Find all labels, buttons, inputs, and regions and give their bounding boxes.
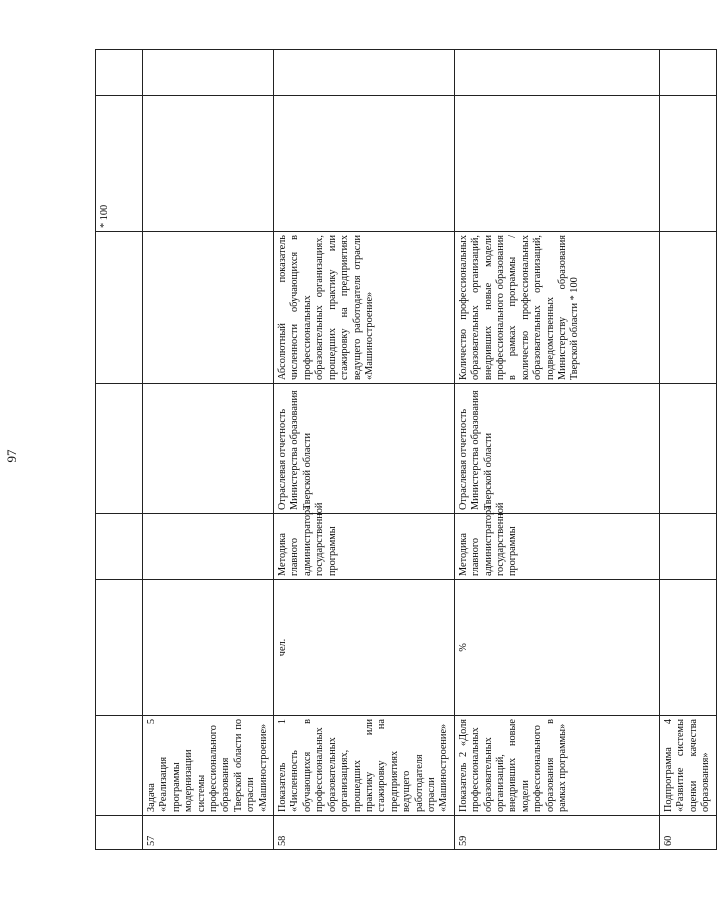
unit-cell <box>143 580 274 716</box>
row-number: 59 <box>454 816 659 850</box>
unit-cell: % <box>454 580 659 716</box>
indicator-name-cell: Подпрограмма 4 «Развитие системы оценки качества образования» <box>659 716 716 816</box>
row-number: 60 <box>659 816 716 850</box>
indicators-table <box>95 49 717 850</box>
page-number: 97 <box>4 449 19 463</box>
rotated-table-container <box>95 50 711 850</box>
table-row <box>143 50 274 850</box>
unit-cell: чел. <box>274 580 455 716</box>
table-cell <box>96 514 143 580</box>
source-cell <box>659 384 716 514</box>
table-cell <box>96 50 143 96</box>
method-cell: Методика главного администратора государственной программы <box>274 514 455 580</box>
table-cell <box>96 384 143 514</box>
table-row <box>274 50 455 850</box>
source-cell: Отраслевая отчетность Министерства образования Тверской области <box>454 384 659 514</box>
table-cell <box>96 816 143 850</box>
table-cell <box>659 96 716 232</box>
table-cell <box>659 50 716 96</box>
table-cell <box>274 50 455 96</box>
formula-cell: Абсолютный показатель численности обучающихся в профессиональных образовательных организациях, прошедших практику или стажировку на предприятиях ведущего работодателя отрасли «Машиностроение» <box>274 232 455 384</box>
table-row <box>96 50 143 850</box>
top-formula-cell: * 100 <box>96 96 143 232</box>
method-cell <box>143 514 274 580</box>
source-cell <box>143 384 274 514</box>
row-number: 58 <box>274 816 455 850</box>
table-row <box>659 50 716 850</box>
table-cell <box>143 50 274 96</box>
formula-cell: Количество профессиональных образовательных организаций, внедривших новые модели профессионального образования в рамках программы / количество профессиональных образовательных организаций, подведомственных Министерству образования Тверской области * 100 <box>454 232 659 384</box>
row-number: 57 <box>143 816 274 850</box>
indicator-name-cell: Задача 5 «Реализация программы модернизации системы профессионального образования Тверской области по отрасли «Машиностроение» <box>143 716 274 816</box>
source-cell: Отраслевая отчетность Министерства образования Тверской области <box>274 384 455 514</box>
table-row <box>454 50 659 850</box>
unit-cell <box>659 580 716 716</box>
method-cell: Методика главного администратора государственной программы <box>454 514 659 580</box>
formula-cell <box>659 232 716 384</box>
table-cell <box>96 716 143 816</box>
method-cell <box>659 514 716 580</box>
formula-cell <box>143 232 274 384</box>
indicator-name-cell: Показатель 1 «Численность обучающихся в профессиональных образовательных организациях, прошедших практику или стажировку на предприятиях ведущего работодателя отрасли «Машиностроение» <box>274 716 455 816</box>
indicator-name-cell: Показатель 2 «Доля профессиональных образовательных организаций, внедривших новые модели профессионального образования в рамках программы» <box>454 716 659 816</box>
table-cell <box>96 580 143 716</box>
table-cell <box>143 96 274 232</box>
table-cell <box>96 232 143 384</box>
table-cell <box>454 50 659 96</box>
table-cell <box>274 96 455 232</box>
table-cell <box>454 96 659 232</box>
